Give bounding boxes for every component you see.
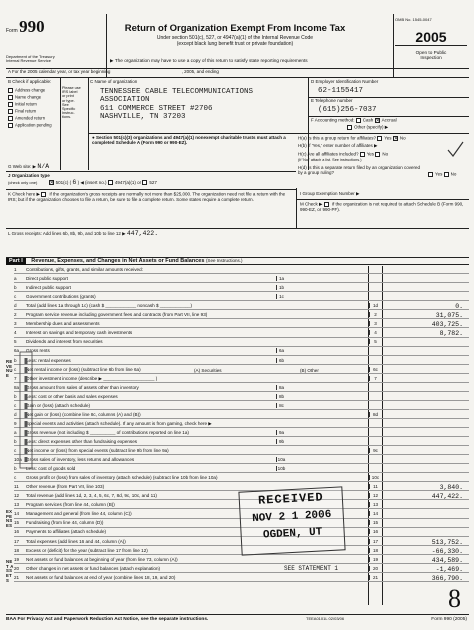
sub-line-box: 1b (276, 285, 286, 290)
line-number: 14 (14, 511, 20, 517)
line-number: 9 (14, 420, 17, 426)
checkbox[interactable] (8, 88, 13, 93)
line-a-ending: , 2005, and ending (181, 69, 219, 74)
opt-501c-number: 6 (72, 178, 77, 186)
line-row (14, 457, 469, 464)
line-label: Less: rental expenses (26, 357, 71, 363)
line-label: Management and general (from line 44, column (C)) (26, 511, 132, 517)
h-c-note: (If 'No,' attach a list. See instructions.) (298, 158, 362, 162)
check-label: Final return (15, 108, 37, 114)
line-number: 13 (14, 502, 20, 508)
line-label: Indirect public support (26, 285, 71, 291)
line-number: 5 (14, 339, 17, 345)
scanned-stamp-icon (18, 350, 34, 470)
line-label: Total expenses (add lines 16 and 44, column (A)) (26, 538, 126, 544)
line-row (14, 267, 469, 274)
other-label: Other (specify) ▶ (354, 124, 389, 130)
org-name-line-2: ASSOCIATION (100, 96, 150, 105)
line-row (14, 557, 469, 564)
checkbox-527[interactable] (142, 180, 147, 185)
line-box-label: 2 (369, 312, 381, 317)
checkbox[interactable] (8, 109, 13, 114)
line-number: b (14, 466, 17, 472)
line-label: Membership dues and assessments (26, 321, 100, 327)
line-amount: -1,469. (435, 565, 463, 573)
irs-label-instructions (62, 86, 88, 119)
irs-label-line: Please use (62, 86, 81, 90)
line-box-label: 12 (369, 493, 381, 498)
no-label: No (382, 151, 389, 157)
line-box-label: 1d (369, 303, 381, 308)
h-d-answer (428, 172, 456, 178)
part1-title: Revenue, Expenses, and Changes in Net Assets or Fund Balances (31, 258, 205, 264)
open-to-public (395, 50, 467, 60)
subtitle-line-2: (except black lung benefit trust or private foundation) (176, 40, 294, 47)
part1-tag: Part I (6, 258, 26, 265)
check-label: Initial return (15, 101, 37, 107)
line-row (14, 303, 469, 310)
line-label: Dividends and interest from securities (26, 339, 103, 345)
line-label: Total (add lines 1a through 1c) (cash $ ____________ noncash $ ____________) (26, 303, 193, 309)
checkbox-accrual[interactable] (375, 118, 380, 123)
line-box-label: 13 (369, 502, 381, 507)
checkbox[interactable] (8, 102, 13, 107)
line-number: 18 (14, 547, 20, 553)
form-label: Form (6, 28, 18, 34)
sub-line-box: 1a (276, 276, 286, 281)
line-box-label: 15 (369, 520, 381, 525)
h-d-row: H(d) Is this a separate return filed by an organization covered by a group ruling? (298, 165, 421, 175)
check-applicable-list (8, 88, 56, 130)
line-number: b (14, 285, 17, 291)
line-number: c (14, 402, 17, 408)
line-label: Gross rents (26, 348, 50, 354)
open-line-1: Open to Public (415, 50, 447, 55)
sub-line-box: 1c (276, 294, 286, 299)
line-box-label: 11 (369, 484, 381, 489)
h-c-label: H(c) Are all affiliates included? (298, 151, 359, 157)
line-number: 11 (14, 484, 19, 490)
line-box-label: 20 (369, 566, 381, 571)
line-number: 16 (14, 529, 20, 535)
organization-address (100, 88, 300, 121)
line-label: Gross amount from sales of assets other than inventory (26, 384, 139, 390)
line-number: 3 (14, 321, 17, 327)
line-box-label: 4 (369, 330, 381, 335)
page-footer (6, 614, 469, 622)
line-number: 8a (14, 384, 20, 390)
k-label: K Check here ▶ (8, 191, 40, 197)
gross-receipts-label: L Gross receipts: Add lines 6b, 8b, 9b, and 10b to line 12 ▶ (8, 231, 126, 236)
telephone-value: (615)256-7037 (318, 106, 377, 114)
col-b-header: (B) Other (300, 368, 319, 373)
line-number: 6a (14, 348, 20, 354)
opt-527: 527 (149, 179, 157, 185)
org-name-line-1: TENNESSEE CABLE TELECOMMUNICATIONS (100, 88, 254, 96)
line-number: 20 (14, 565, 20, 571)
check-label: Amended return (15, 115, 46, 121)
line-box-label: 18 (369, 548, 381, 553)
line-box-label: 19 (369, 557, 381, 562)
received-stamp (238, 486, 345, 555)
opt-4947: 4947(a)(1) or (114, 179, 142, 185)
line-row (14, 484, 469, 491)
accounting-label: F Accounting method: (311, 117, 355, 123)
line-box-label: 8d (369, 412, 381, 417)
part1-see: (See Instructions.) (205, 258, 243, 263)
line-row (14, 367, 469, 374)
line-label: Interest on savings and temporary cash investments (26, 330, 133, 336)
org-street: 611 COMMERCE STREET #2706 (100, 104, 213, 113)
line-label: Gross profit or (loss) from sales of inventory (attach schedule) (subtract line 10b from line 10a) (26, 475, 218, 481)
line-row (14, 339, 469, 346)
line-number: c (14, 366, 17, 372)
irs-label-line: or print (62, 94, 74, 99)
line-number: 4 (14, 330, 17, 336)
department-label (6, 55, 106, 64)
revenue-side-label: REVENUE (6, 359, 13, 379)
subtitle-line-1: Under section 501(c), 527, or 4947(a)(1) of the Internal Revenue Code (156, 35, 314, 41)
rule (60, 78, 61, 170)
footer-privacy: BAA For Privacy Act and Paperwork Reduction Act Notice, see the separate instructions. (6, 617, 209, 622)
line-number: b (14, 393, 17, 399)
sub-line-box: 8b (276, 394, 286, 399)
line-label: Gain or (loss) (attach schedule) (26, 402, 91, 408)
line-row (14, 421, 469, 428)
expenses-side-label: EXPENSES (6, 509, 13, 529)
k-description: if the organization's gross receipts are normally not more than $25,000. The organization need not file a return with the IRS; but if the organization chooses to file a return, be sure to file a complete return. Some states require a complete return. (8, 191, 286, 202)
stamp-location: OGDEN, UT (262, 526, 323, 542)
checkbox-hc-no[interactable] (375, 152, 380, 157)
yes-label: Yes (435, 171, 443, 177)
line-label: Less: direct expenses other than fundraising expenses (26, 438, 138, 444)
line-box-label: 14 (369, 511, 381, 516)
line-number: 10a (14, 457, 22, 463)
dept-line-1: Department of the Treasury (6, 54, 55, 59)
line-label: Other revenue (from Part VII, line 103) (26, 484, 105, 490)
line-amount: 366,790. (431, 574, 463, 582)
opt-insert-no: ) ◀ (insert no.) (77, 179, 107, 185)
line-box-label: 9c (369, 448, 381, 453)
organization-type (8, 174, 293, 186)
form-title: Return of Organization Exempt From Income Tax (124, 23, 346, 34)
line-number: a (14, 429, 17, 435)
part1-header (6, 257, 469, 265)
dept-line-2: Internal Revenue Service (6, 58, 51, 64)
line-row (14, 285, 469, 292)
line-amount: -66,330. (431, 547, 463, 555)
margin-handwritten-mark: 8 (448, 584, 461, 613)
pen-check-mark-icon (445, 140, 465, 160)
line-box-label: 3 (369, 321, 381, 326)
line-row (14, 385, 469, 392)
line-number: c (14, 448, 17, 453)
check-application-pending[interactable] (8, 123, 56, 130)
footer-form: Form 990 (2005) (431, 617, 467, 622)
line-number: 15 (14, 520, 20, 526)
stamp-received: RECEIVED (257, 490, 324, 508)
line-box-label: 6c (369, 367, 381, 372)
line-amount: 513,752. (431, 538, 463, 546)
line-row (14, 376, 469, 383)
line-number: 7 (14, 375, 17, 381)
line-label: Government contributions (grants) (26, 294, 96, 300)
yes-label: Yes (366, 151, 375, 157)
line-number: c (14, 294, 17, 300)
section-m (300, 202, 468, 213)
state-reporting-note: ▶ The organization may have to use a copy of this return to satisfy state reporting requirements (110, 58, 308, 63)
opt-501c: 501(c) ( (55, 179, 72, 185)
sub-line-box: 6b (276, 358, 286, 363)
m-label: M Check ▶ (300, 201, 323, 207)
line-number: 21 (14, 574, 20, 580)
line-number: 1 (14, 267, 17, 272)
h-b-row: H(b) If 'Yes,' enter number of affiliates ▶ (298, 143, 378, 148)
ein-value: 62-1155417 (318, 87, 364, 95)
line-row (14, 330, 469, 337)
form-number-block (6, 18, 106, 37)
ein-label: D Employer Identification Number (311, 79, 379, 84)
line-row (14, 294, 469, 301)
yes-label: Yes (384, 135, 392, 141)
stamp-date: NOV 2 1 2006 (251, 509, 332, 526)
line-row (14, 412, 469, 419)
rule (88, 78, 89, 170)
line-row (14, 466, 469, 473)
line-row (14, 566, 469, 573)
tax-year: 2005 (395, 30, 467, 46)
group-exemption: I Group Exemption Number ▶ (300, 191, 360, 196)
line-a (8, 70, 219, 75)
col-a-header: (A) Securities (194, 368, 222, 373)
irs-label-line: See (62, 102, 69, 107)
checkbox[interactable] (8, 123, 13, 128)
irs-label-line: tions. (62, 115, 72, 120)
checkbox-cash[interactable] (356, 118, 361, 123)
website-row (8, 163, 49, 170)
section-c-label: C Name of organization (90, 79, 138, 84)
sub-line-box: 9a (276, 430, 286, 435)
line-label: Net rental income or (loss) (subtract line 6b from line 6a) (26, 366, 141, 372)
irs-label-line: Instruc- (62, 111, 75, 116)
line-row (14, 394, 469, 401)
rule (88, 133, 469, 134)
line-row (14, 348, 469, 355)
line-box-label: 5 (369, 339, 381, 344)
line-row (14, 430, 469, 437)
sub-line-box: 10a (277, 457, 286, 463)
website-value: N/A (37, 163, 50, 170)
line-label: Program services (from line 44, column (B)) (26, 502, 115, 508)
checkbox-501c[interactable] (49, 180, 54, 185)
form-subtitle (110, 36, 360, 47)
check-label: Name change (15, 94, 42, 100)
line-row (14, 439, 469, 446)
line-label: Program service revenue including government fees and contracts (from Part VII, line 93) (26, 312, 208, 318)
check-label: Application pending (15, 122, 52, 128)
line-amount: 31,075. (435, 312, 463, 320)
no-label: No (399, 135, 406, 141)
line-label: Direct public support (26, 276, 68, 282)
line-amount: 434,589. (431, 556, 463, 564)
checkbox-ha-yes[interactable] (377, 136, 382, 141)
check-label: Address change (15, 87, 46, 93)
line-a-text: A For the 2005 calendar year, or tax year beginning (8, 69, 111, 74)
website-label: G Web site: ▶ (8, 164, 37, 169)
checkbox-hd-no[interactable] (444, 172, 449, 177)
line-label: Less: cost or other basis and sales expenses (26, 393, 118, 399)
section-k (8, 192, 293, 203)
h-a-label: H(a) Is this a group return for affiliates? (298, 135, 376, 141)
line-label: Less: cost of goods sold (26, 466, 76, 472)
line-box-label: 17 (369, 539, 381, 544)
no-label: No (450, 171, 457, 177)
line-label: Gross sales of inventory, less returns and allowances (26, 457, 135, 463)
line-row (14, 475, 469, 482)
net-assets-side-label: NET ASSETS (6, 559, 14, 583)
line-label: Other investment income (describe ▶ ____________________ ) (26, 375, 158, 381)
line-label: Excess or (deficit) for the year (subtract line 17 from line 12) (26, 547, 148, 553)
accounting-method (311, 118, 469, 130)
line-label: Other changes in net assets or fund balances (attach explanation) (26, 565, 161, 571)
accrual-label: Accrual (381, 117, 397, 123)
line-label: Special events and activities (attach schedule). If any amount is from gaming, check here ▶ (26, 420, 212, 426)
line-label: Net assets or fund balances at end of year (combine lines 18, 19, and 20) (26, 574, 176, 580)
sub-line-box: 10b (277, 466, 286, 472)
irs-label-line: or type. (62, 98, 75, 103)
sub-line-box: 9b (276, 439, 286, 444)
gross-receipts-value: 447,422. (126, 230, 159, 237)
rule (296, 199, 469, 200)
line-box-label: 7 (369, 376, 381, 381)
line-number: 12 (14, 493, 20, 499)
checkbox-4947[interactable] (108, 180, 113, 185)
line-row (14, 321, 469, 328)
irs-label-line: IRS label (62, 90, 78, 95)
line-row (14, 403, 469, 410)
line-number: 19 (14, 556, 20, 562)
line-number: 17 (14, 538, 20, 544)
line-label: Net assets or fund balances at beginning of year (from line 73, column (A)) (26, 556, 178, 562)
line-number: b (14, 438, 17, 444)
line-box-label: 21 (369, 575, 381, 580)
line-number: d (14, 411, 17, 417)
line-amount: 3,840. (439, 484, 463, 492)
line-row (14, 312, 469, 319)
line-label: Gross revenue (not including $ __________ of contributions reported on line 1a) (26, 429, 189, 435)
open-line-2: Inspection (420, 55, 442, 61)
line-box-label: 10c (369, 475, 381, 480)
line-row (14, 448, 469, 455)
line-number: b (14, 357, 17, 363)
org-city: NASHVILLE, TN 37203 (100, 112, 186, 121)
line-row (14, 358, 469, 365)
line-amount: 8,782. (439, 330, 463, 338)
line-row (14, 276, 469, 283)
checkbox-hc-yes[interactable] (360, 152, 365, 157)
line-label: Contributions, gifts, grants, and similar amounts received: (26, 267, 143, 272)
line-number: c (14, 475, 17, 481)
form-number: 990 (19, 17, 45, 36)
telephone-label: E Telephone number (311, 98, 353, 103)
m-description: if the organization is not required to attach Schedule B (Form 990, 990-EZ, or 990-PF). (300, 201, 464, 212)
checkbox-ha-no[interactable] (393, 136, 398, 141)
checkbox[interactable] (8, 116, 13, 121)
schedule-a-note: ● Section 501(c)(3) organizations and 4947(a)(1) nonexempt charitable trusts must attach a completed Schedule A (Form 990 or 990-EZ). (92, 135, 286, 145)
line-number: a (14, 276, 17, 282)
omb-number: OMB No. 1545-0047 (395, 17, 432, 22)
line-label: Fundraising (from line 44, column (D)) (26, 520, 104, 526)
statement-note: SEE STATEMENT 1 (284, 564, 339, 572)
gross-receipts (8, 230, 158, 237)
rule (6, 77, 469, 78)
section-b-label: B Check if applicable: (8, 79, 52, 84)
rule (6, 171, 296, 172)
line-label: Net income or (loss) from special events (subtract line 9b from line 9a) (26, 448, 169, 453)
checkbox[interactable] (8, 95, 13, 100)
checkbox-other[interactable] (347, 125, 352, 130)
checkbox-hd-yes[interactable] (428, 172, 433, 177)
line-amount: 0. (455, 303, 463, 311)
line-label: Total revenue (add lines 1d, 2, 3, 4, 5, 6c, 7, 8d, 9c, 10c, and 11) (26, 493, 157, 499)
org-type-label: J Organization type (8, 173, 50, 178)
org-type-options (8, 179, 293, 186)
footer-code: TEEA0101L 02/03/06 (306, 616, 345, 621)
sub-line-box: 8a (276, 385, 286, 390)
line-amount: 447,422. (431, 493, 463, 501)
sub-line-box: 8c (276, 403, 286, 408)
line-amount: 403,725. (431, 321, 463, 329)
rule (6, 228, 469, 229)
rule (6, 189, 296, 190)
line-label: Payments to affiliates (attach schedule) (26, 529, 107, 535)
sub-line-box: 6a (276, 348, 286, 353)
line-box-label: 16 (369, 529, 381, 534)
cash-label: Cash (362, 117, 374, 123)
line-label: Net gain or (loss) (combine line 8c, columns (A) and (B)) (26, 411, 141, 417)
line-number: 2 (14, 312, 17, 318)
rule (296, 188, 297, 228)
line-row (14, 575, 469, 582)
org-type-sub: (check only one) (8, 179, 38, 185)
line-number: d (14, 303, 17, 309)
irs-label-line: Specific (62, 106, 76, 111)
